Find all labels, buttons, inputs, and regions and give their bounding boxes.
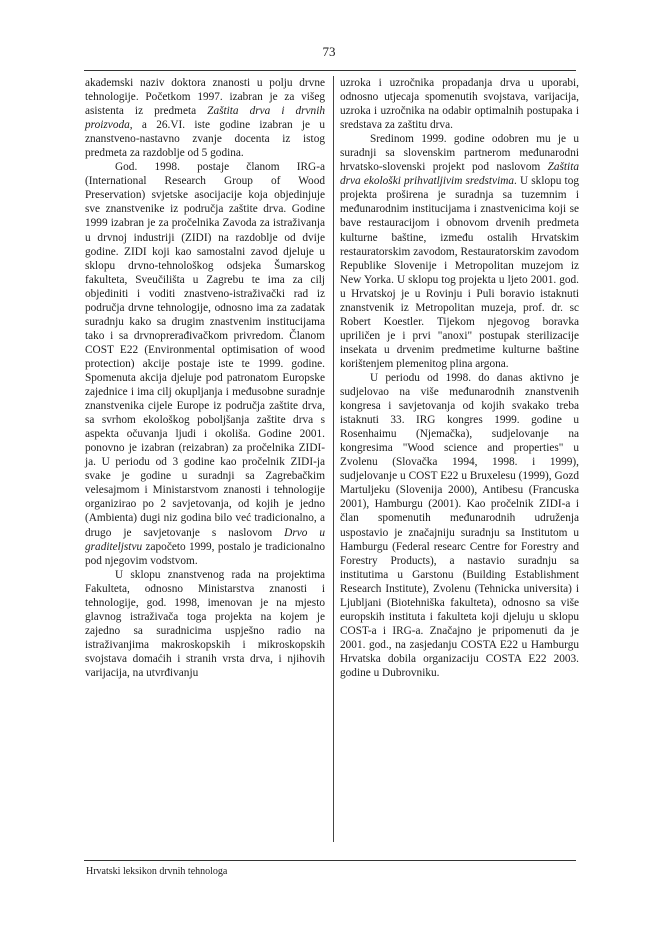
right-text-column <box>340 76 579 680</box>
text-run: Sredinom 1999. godine odobren mu je u suradnji sa slovenskim partnerom međunarodni hrvatsko-slovenski projekt pod naslovom <box>340 133 579 174</box>
text-run: akademski naziv doktora znanosti u polju drvne tehnologije. Početkom 1997. izabran je za višeg asistenta iz predmeta <box>85 77 325 118</box>
text-run: , a 26.VI. iste godine izabran je u znanstveno-nastavno zvanje docenta iz istog predmeta za razdoblje od 5 godina. <box>85 119 325 160</box>
text-run: . U sklopu tog projekta proširena je suradnja sa tuzemnim i međunarodnim institucijama i znastvenicima koji se bave restauracijom i obnovom drvenih predmeta kulturne baštine, između ostalih Hrvatskim restauratorskim zavodom, Restauratorskim zavodom Republike Slovenije i Metropolitan muzejom iz New Yorka. U sklopu tog projekta u ljeto 2001. god. u Hrvatskoj je u Rovinju i Puli boravio istaknuti znanstvenik iz Metropolitan muzeja, prof. dr. sc Robert Koestler. Tijekom njegovog boravka upriličen je i prvi "anoxi" postupak sterilizacije insekata u drvenim predmetime kulturne baštine korištenjem plemenitog plina argona. <box>340 175 579 370</box>
page-number: 73 <box>322 44 336 59</box>
paragraph <box>85 568 325 680</box>
text-run: U periodu od 1998. do danas aktivno je sudjelovao na više međunarodnih znanstvenih kongresa i savjetovanja od kojih svakako treba istaknuti 33. IRG kongres 1999. godine u Rosenhaimu (Njemačka), sudjelovanje na kongresima "Wood science and properties" u Zvolenu (Slovačka 1994, 1998. i 1999), sudjelovanje u COST E22 u Bruxelesu (1999), Gozd Martuljeku (Slovenija 2000), Antibesu (Francuska 2001), Hamburgu (2001). Kao pročelnik ZIDI-a i član spomenutih međunarodnih udruženja uspostavio je značajniju suradnju sa Institutom u Hamburgu (Federal researc Centre for Forestry and Forestry Products), a nastavio suradnju sa institutima u Garstonu (Building Establishment Research Institute), Zvolenu (Tehnicka universita) i Ljubljani (Biotehniška fakulteta), odnosno sa više europskih instituta i fakulteta koji djeluju u sklopu COST-a i IRG-a. Značajno je pripomenuti da je 2001. god., na zasjedanju COSTA E22 u Hamburgu Hrvatska dobila organizaciju COSTA E22 2003. godine u Dubrovniku. <box>340 371 579 679</box>
paragraph <box>340 76 579 132</box>
text-run: započeto 1999, postalo je tradicionalno pod njegovim vodstvom. <box>85 540 325 567</box>
text-run: God. 1998. postaje članom IRG-a (International Research Group of Wood Preservation) svjetske asocijacije koja objedinjuje sve znanstvenike iz područja zaštite drva. Godine 1999 izabran je za pročelnika Zavoda za istraživanja u drvnoj industriji (ZIDI) na razdoblje od dvije godine. ZIDI koji kao samostalni zavod djeluje u sklopu drvno-tehnološkog odsjeka Šumarskog fakulteta, Sveučilišta u Zagrebu te ima za cilj objediniti i voditi znastveno-istraživački rad iz područja drvne tehnologije, odnosno ima za zadatak suradnju kako sa drugim znastvenim institucijama tako i sa drvnoprerađivačkom privredom. Članom COST E22 (Environmental optimisation of wood protection) akcije postaje iste te 1999. godine. Spomenuta akcija djeluje pod patronatom Europske zajednice i ima cilj okupljanja i međusobne suradnje znanstvenika cijele Europe iz područja zaštite drva, sa svrhom ekološkog poboljšanja zaštite drva s aspekta očuvanja ljudi i okoliša. Godine 2001. ponovno je izabran (reizabran) za pročelnika ZIDI-ja. U periodu od 3 godine kao pročelnik ZIDI-ja svake je godine u suradnji sa Zagrebačkim velesajmom i Ministarstvom znanosti i tehnologije organizirao po 2 savjetovanja, od kojih je jedno (Ambienta) dugi niz godina bilo već tradicionalno, a drugo je savjetovanje s naslovom <box>85 161 325 539</box>
text-run: U sklopu znanstvenog rada na projektima Fakulteta, odnosno Ministarstva znanosti i tehnologije, god. 1998, imenovan je na mjesto glavnog istraživača toga projekta na kojem je zajedno sa suradnicima uspješno radio na istraživanjima makroskopskih i mikroskopskih svojstava domaćih i stranih vrsta drva, i njihovih varijacija, na utvrđivanju <box>85 568 325 679</box>
column-divider <box>333 76 334 842</box>
paragraph <box>85 76 325 160</box>
italic-title: Zaštita drva ekološki prihvatljivim sredstvima <box>340 161 579 188</box>
header-rule <box>84 70 576 71</box>
italic-title: Drvo u graditeljstvu <box>85 526 325 553</box>
paragraph <box>340 132 579 371</box>
left-text-column <box>85 76 325 680</box>
running-footer: Hrvatski leksikon drvnih tehnologa <box>86 866 228 877</box>
paragraph <box>340 371 579 680</box>
footer-rule <box>84 860 576 861</box>
paragraph <box>85 160 325 567</box>
text-run: uzroka i uzročnika propadanja drva u uporabi, odnosno utjecaja spomenutih svojstava, varijacija, uzroka i uzročnika na odabir optimalnih postupaka i sredstava za zaštitu drva. <box>340 77 579 132</box>
italic-title: Zaštita drva i drvnih proizvoda <box>85 105 325 132</box>
